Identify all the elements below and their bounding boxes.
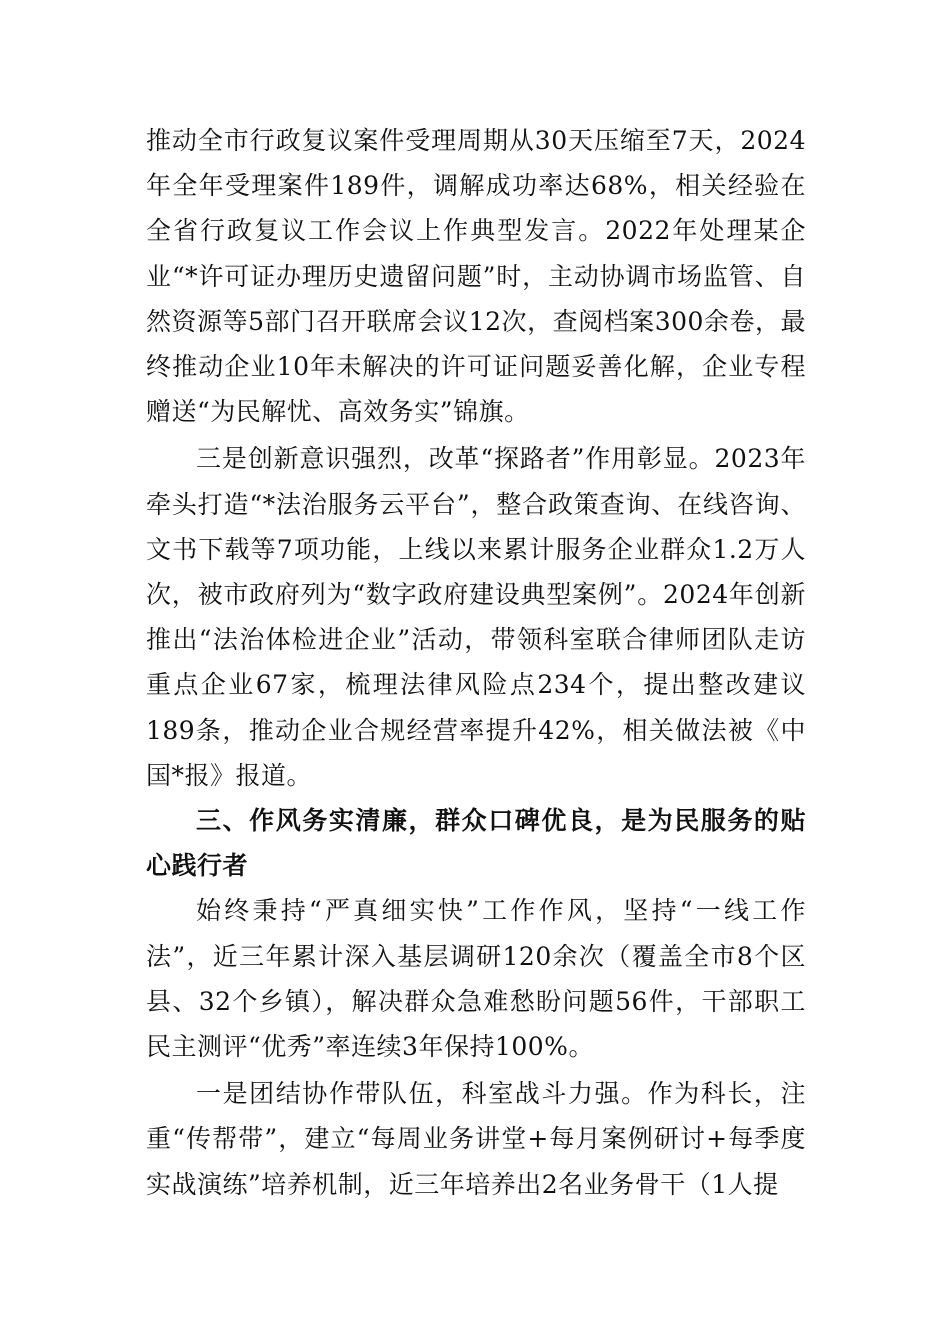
section-heading-3: 三、作风务实清廉，群众口碑优良，是为民服务的贴心践行者	[146, 806, 806, 881]
document-body	[146, 118, 806, 1207]
paragraph-continuation: 推动全市行政复议案件受理周期从30天压缩至7天，2024年全年受理案件189件，调解成功率达68%，相关经验在全省行政复议工作会议上作典型发言。2022年处理某企业“*许可证办理历史遗留问题”时，主动协调市场监管、自然资源等5部门召开联席会议12次，查阅档案300余卷，最终推动企业10年未解决的许可证问题妥善化解，企业专程赠送“为民解忧、高效务实”锦旗。	[146, 126, 806, 427]
paragraph-teamwork: 一是团结协作带队伍，科室战斗力强。作为科长，注重“传帮带”，建立“每周业务讲堂+每月案例研讨+每季度实战演练”培养机制，近三年培养出2名业务骨干（1人提	[146, 1079, 806, 1199]
paragraph-innovation: 三是创新意识强烈，改革“探路者”作用彰显。2023年牵头打造“*法治服务云平台”，整合政策查询、在线咨询、文书下载等7项功能，上线以来累计服务企业群众1.2万人次，被市政府列为“数字政府建设典型案例”。2024年创新推出“法治体检进企业”活动，带领科室联合律师团队走访重点企业67家，梳理法律风险点234个，提出整改建议189条，推动企业合规经营率提升42%，相关做法被《中国*报》报道。	[146, 444, 806, 790]
paragraph-work-style: 始终秉持“严真细实快”工作作风，坚持“一线工作法”，近三年累计深入基层调研120余次（覆盖全市8个区县、32个乡镇），解决群众急难愁盼问题56件，干部职工民主测评“优秀”率连续3年保持100%。	[146, 896, 806, 1062]
